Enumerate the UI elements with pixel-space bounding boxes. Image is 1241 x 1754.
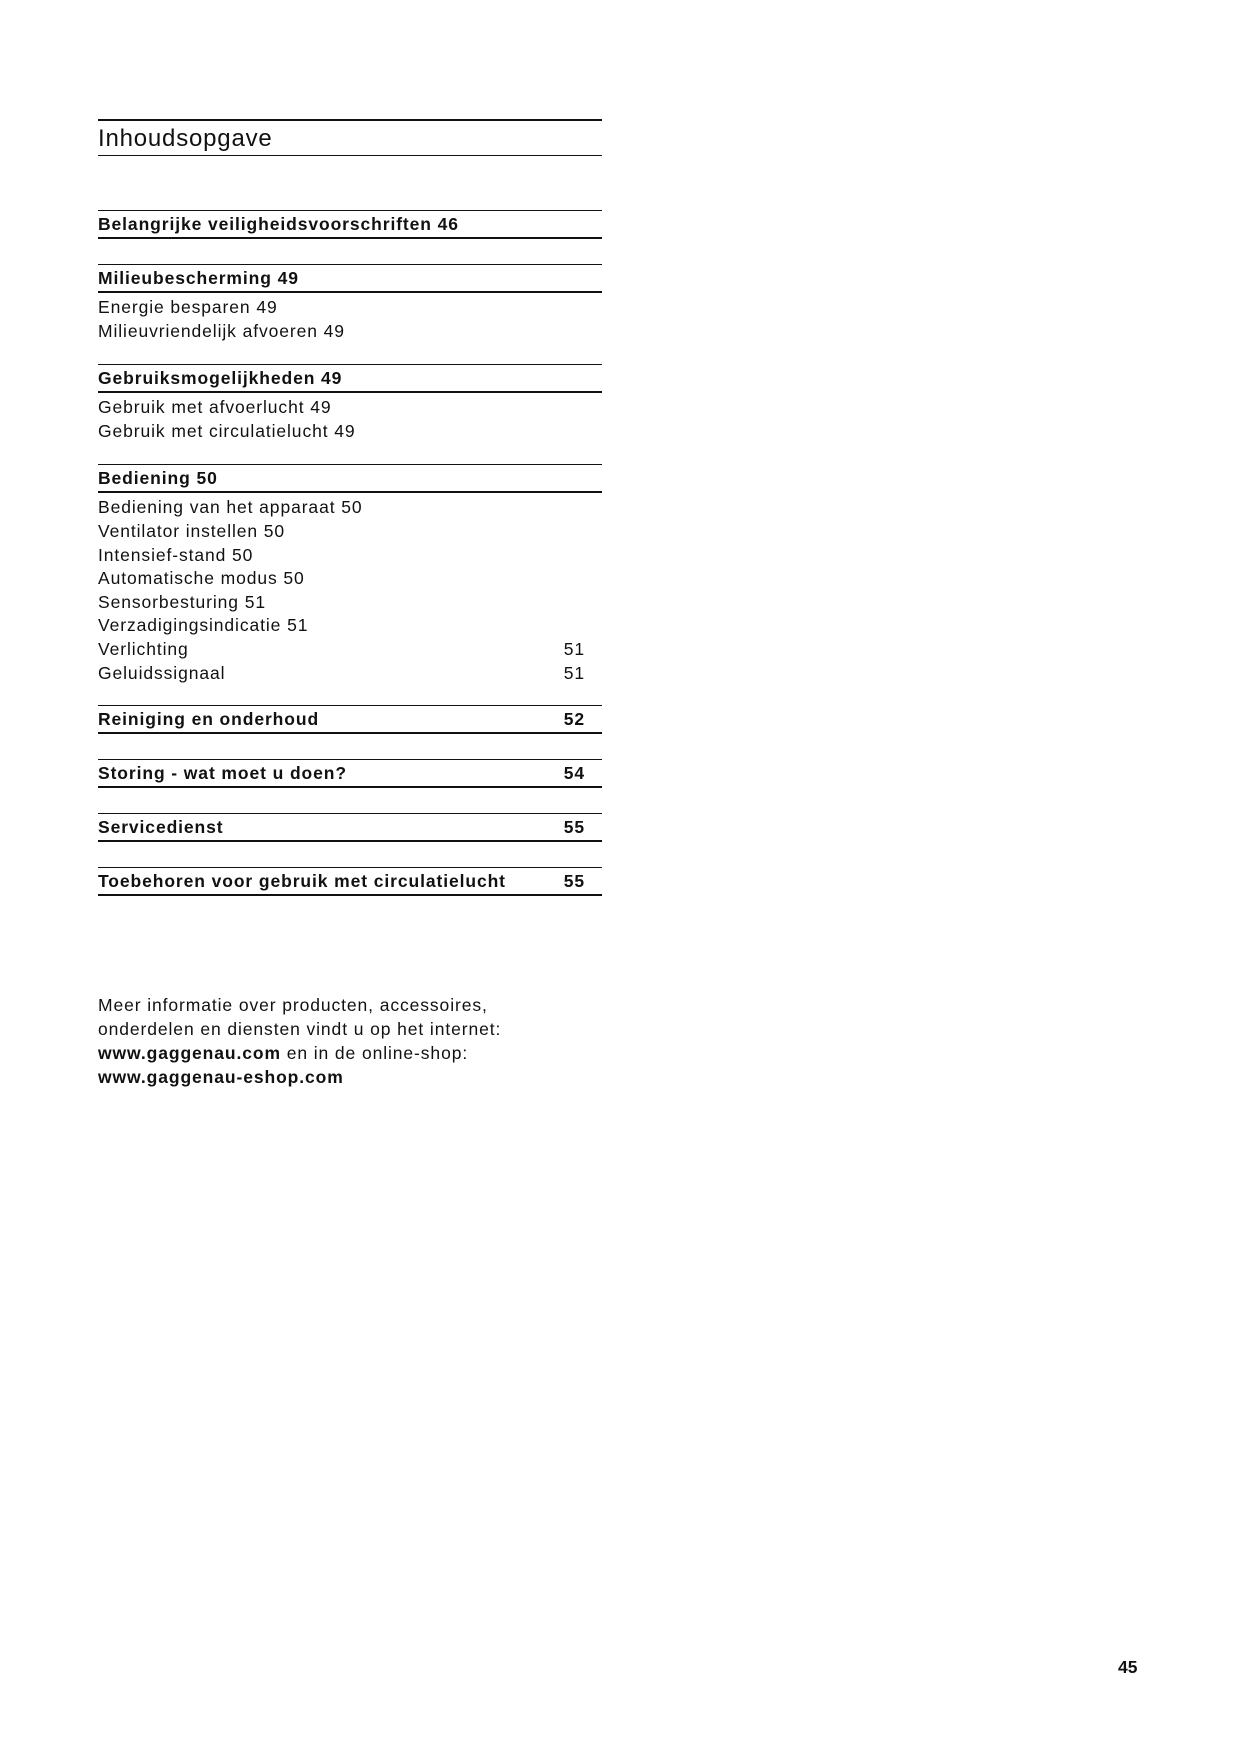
toc-sub-entry[interactable] xyxy=(98,496,602,520)
website-link[interactable]: www.gaggenau.com xyxy=(98,1043,281,1063)
eshop-link[interactable]: www.gaggenau-eshop.com xyxy=(98,1067,344,1087)
toc-section-environment xyxy=(98,264,602,343)
toc-section-heading[interactable] xyxy=(98,813,602,842)
section-heading-label: Toebehoren voor gebruik met circulatielucht xyxy=(98,871,506,892)
toc-section-heading[interactable] xyxy=(98,264,602,293)
sub-entry-label: Sensorbesturing 51 xyxy=(98,591,266,612)
info-line xyxy=(98,1041,618,1065)
section-heading-label: Milieubescherming 49 xyxy=(98,268,299,288)
toc-section-troubleshooting xyxy=(98,759,602,788)
section-heading-page: 54 xyxy=(563,763,585,784)
section-heading-page: 55 xyxy=(563,871,585,892)
sub-entry-label: Milieuvriendelijk afvoeren 49 xyxy=(98,320,345,341)
toc-sub-entry[interactable] xyxy=(98,638,602,662)
section-heading-page: 52 xyxy=(563,709,585,730)
toc-sub-entry[interactable] xyxy=(98,591,602,615)
sub-entry-label: Geluidssignaal xyxy=(98,662,226,683)
sub-entry-list xyxy=(98,293,602,343)
sub-entry-list xyxy=(98,493,602,685)
sub-entry-label: Bediening van het apparaat 50 xyxy=(98,497,363,518)
toc-sub-entry[interactable] xyxy=(98,296,602,320)
more-info-block xyxy=(98,993,618,1089)
toc-sub-entry[interactable] xyxy=(98,396,602,420)
page-number: 45 xyxy=(1118,1657,1138,1677)
sub-entry-label: Automatische modus 50 xyxy=(98,568,305,589)
toc-section-cleaning xyxy=(98,705,602,734)
info-line: onderdelen en diensten vindt u op het internet: xyxy=(98,1019,502,1039)
sub-entry-page: 51 xyxy=(563,662,585,683)
toc-section-heading[interactable] xyxy=(98,867,602,896)
sub-entry-label: Energie besparen 49 xyxy=(98,297,278,317)
info-line xyxy=(98,1065,618,1089)
toc-section-accessories xyxy=(98,867,602,896)
toc-section-heading[interactable] xyxy=(98,210,602,239)
table-of-contents xyxy=(98,119,602,896)
toc-sub-entry[interactable] xyxy=(98,420,602,444)
toc-section-heading[interactable] xyxy=(98,364,602,393)
toc-section-heading[interactable] xyxy=(98,464,602,493)
toc-sub-entry[interactable] xyxy=(98,614,602,638)
sub-entry-label: Intensief-stand 50 xyxy=(98,544,254,565)
sub-entry-label: Verlichting xyxy=(98,638,189,659)
sub-entry-label: Ventilator instellen 50 xyxy=(98,520,286,541)
toc-sub-entry[interactable] xyxy=(98,520,602,544)
section-heading-label: Belangrijke veiligheidsvoorschriften 46 xyxy=(98,214,459,234)
section-heading-page: 55 xyxy=(563,817,585,838)
toc-sub-entry[interactable] xyxy=(98,544,602,568)
section-heading-label: Storing - wat moet u doen? xyxy=(98,763,347,784)
toc-title: Inhoudsopgave xyxy=(98,119,602,156)
sub-entry-label: Verzadigingsindicatie 51 xyxy=(98,615,309,636)
toc-sub-entry[interactable] xyxy=(98,320,602,344)
toc-section-usage xyxy=(98,364,602,443)
sub-entry-page: 51 xyxy=(563,638,585,659)
sub-entry-label: Gebruik met circulatielucht 49 xyxy=(98,420,356,441)
toc-section-safety xyxy=(98,210,602,239)
toc-section-heading[interactable] xyxy=(98,705,602,734)
section-heading-label: Bediening 50 xyxy=(98,468,218,489)
toc-section-service xyxy=(98,813,602,842)
toc-sub-entry[interactable] xyxy=(98,662,602,686)
info-line: Meer informatie over producten, accessoires, xyxy=(98,995,488,1015)
toc-section-operation xyxy=(98,464,602,685)
toc-section-heading[interactable] xyxy=(98,759,602,788)
toc-sub-entry[interactable] xyxy=(98,567,602,591)
info-line-rest: en in de online-shop: xyxy=(280,1043,469,1063)
sub-entry-list xyxy=(98,393,602,443)
section-heading-label: Gebruiksmogelijkheden 49 xyxy=(98,368,343,389)
section-heading-label: Reiniging en onderhoud xyxy=(98,709,320,730)
sub-entry-label: Gebruik met afvoerlucht 49 xyxy=(98,397,332,418)
section-heading-label: Servicedienst xyxy=(98,817,224,838)
